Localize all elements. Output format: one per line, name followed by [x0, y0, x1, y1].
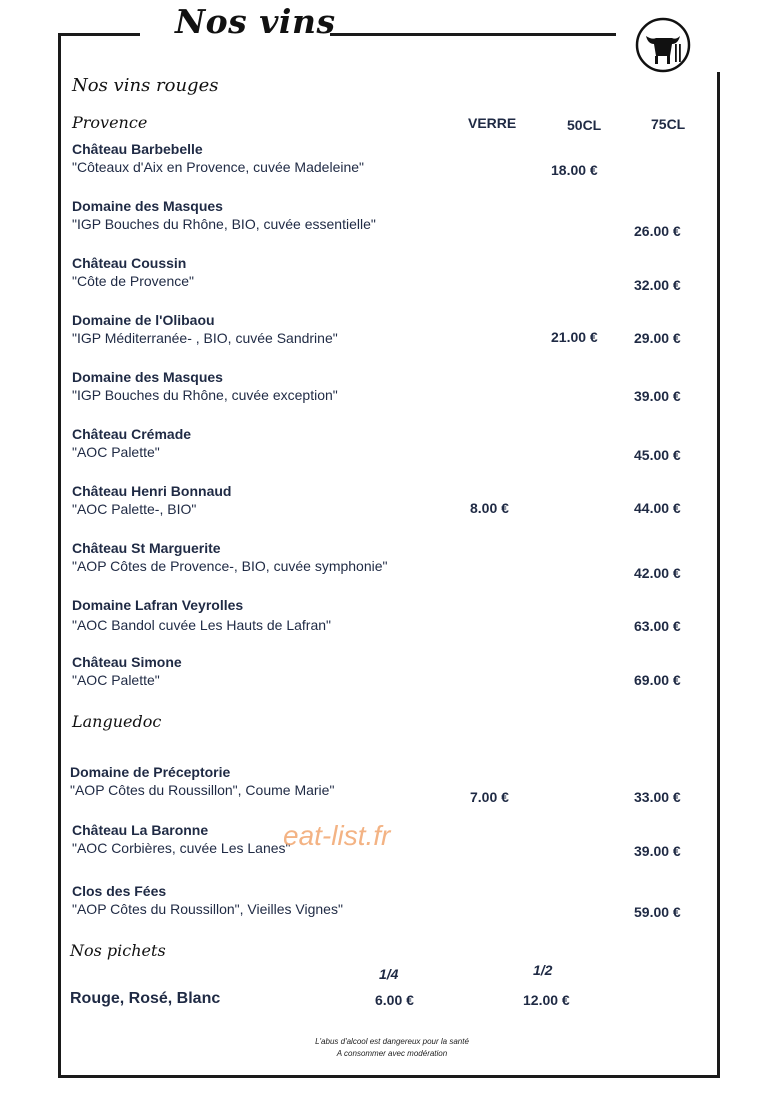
wine-name: Château Coussin: [72, 255, 187, 271]
wine-name: Château Simone: [72, 654, 182, 670]
price-75cl: 63.00 €: [634, 618, 681, 634]
wine-item: [72, 482, 492, 518]
wine-description: "Côte de Provence": [72, 273, 195, 289]
wine-description: "AOC Corbières, cuvée Les Lanes": [72, 840, 291, 856]
frame-top-right: [330, 33, 616, 36]
region-title-languedoc: Languedoc: [72, 712, 162, 731]
footer-warning: L'abus d'alcool est dangereux pour la santé: [315, 1037, 469, 1046]
price-75cl: 32.00 €: [634, 277, 681, 293]
wine-item: [72, 368, 492, 404]
wine-item: [72, 197, 492, 233]
wine-description: "IGP Méditerranée- , BIO, cuvée Sandrine": [72, 330, 338, 346]
wine-item: [72, 596, 492, 634]
watermark: eat-list.fr: [283, 820, 391, 851]
price-75cl: 69.00 €: [634, 672, 681, 688]
region-title-provence: Provence: [72, 113, 148, 132]
wine-name: Château La Baronne: [72, 822, 209, 838]
frame-top-left: [58, 33, 140, 36]
price-75cl: 29.00 €: [634, 330, 681, 346]
wine-item: [72, 425, 492, 461]
wine-item: [70, 763, 490, 799]
price-75cl: 44.00 €: [634, 500, 681, 516]
wine-description: "AOC Palette": [72, 672, 160, 688]
wine-description: "IGP Bouches du Rhône, cuvée exception": [72, 387, 338, 403]
price-75cl: 39.00 €: [634, 843, 681, 859]
wine-name: Domaine des Masques: [72, 369, 223, 385]
wine-name: Domaine Lafran Veyrolles: [72, 597, 244, 613]
wine-item: [72, 539, 492, 575]
wine-name: Domaine des Masques: [72, 198, 223, 214]
wine-item: [72, 140, 492, 176]
wine-item: [72, 254, 492, 290]
pichet-half-price: 12.00 €: [523, 992, 570, 1008]
pichet-label: Rouge, Rosé, Blanc: [70, 990, 221, 1007]
column-75cl: 75CL: [651, 116, 686, 132]
wine-name: Château Henri Bonnaud: [72, 483, 232, 499]
pichet-column-half: 1/2: [533, 962, 553, 978]
price-50cl: 21.00 €: [551, 329, 598, 345]
wine-name: Clos des Fées: [72, 883, 167, 899]
wine-item: [72, 821, 492, 857]
section-title: Nos vins rouges: [72, 75, 219, 96]
frame-left: [58, 33, 61, 1078]
price-75cl: 26.00 €: [634, 223, 681, 239]
wine-name: Château Crémade: [72, 426, 192, 442]
price-verre: 8.00 €: [470, 500, 509, 516]
wine-item: [72, 311, 492, 347]
wine-description: "IGP Bouches du Rhône, BIO, cuvée essentielle": [72, 216, 376, 232]
wine-name: Domaine de l'Olibaou: [72, 312, 215, 328]
frame-right: [717, 72, 720, 1078]
wine-description: "AOP Côtes de Provence-, BIO, cuvée symphonie": [72, 558, 388, 574]
column-50cl: 50CL: [567, 117, 602, 133]
page-title: Nos vins: [175, 2, 336, 41]
column-verre: VERRE: [468, 115, 517, 131]
wine-description: "AOC Palette-, BIO": [72, 501, 197, 517]
price-75cl: 33.00 €: [634, 789, 681, 805]
pichet-quarter-price: 6.00 €: [375, 992, 414, 1008]
frame-bottom: [58, 1075, 720, 1078]
bull-cutlery-icon: [634, 16, 692, 74]
price-75cl: 42.00 €: [634, 565, 681, 581]
wine-name: Château St Marguerite: [72, 540, 221, 556]
wine-description: "AOP Côtes du Roussillon", Coume Marie": [70, 782, 335, 798]
wine-item: [72, 653, 492, 689]
price-50cl: 18.00 €: [551, 162, 598, 178]
wine-description: "AOC Palette": [72, 444, 160, 460]
pichets-title: Nos pichets: [70, 941, 166, 960]
wine-item: [72, 882, 492, 918]
footer-moderation: A consommer avec modération: [336, 1049, 448, 1058]
pichet-column-quarter: 1/4: [379, 966, 399, 982]
wine-name: Château Barbebelle: [72, 141, 203, 157]
price-75cl: 45.00 €: [634, 447, 681, 463]
wine-description: "Côteaux d'Aix en Provence, cuvée Madeleine": [72, 159, 365, 175]
price-75cl: 39.00 €: [634, 388, 681, 404]
wine-description: "AOC Bandol cuvée Les Hauts de Lafran": [72, 617, 331, 633]
wine-name: Domaine de Préceptorie: [70, 764, 231, 780]
price-75cl: 59.00 €: [634, 904, 681, 920]
price-verre: 7.00 €: [470, 789, 509, 805]
wine-description: "AOP Côtes du Roussillon", Vieilles Vignes": [72, 901, 343, 917]
